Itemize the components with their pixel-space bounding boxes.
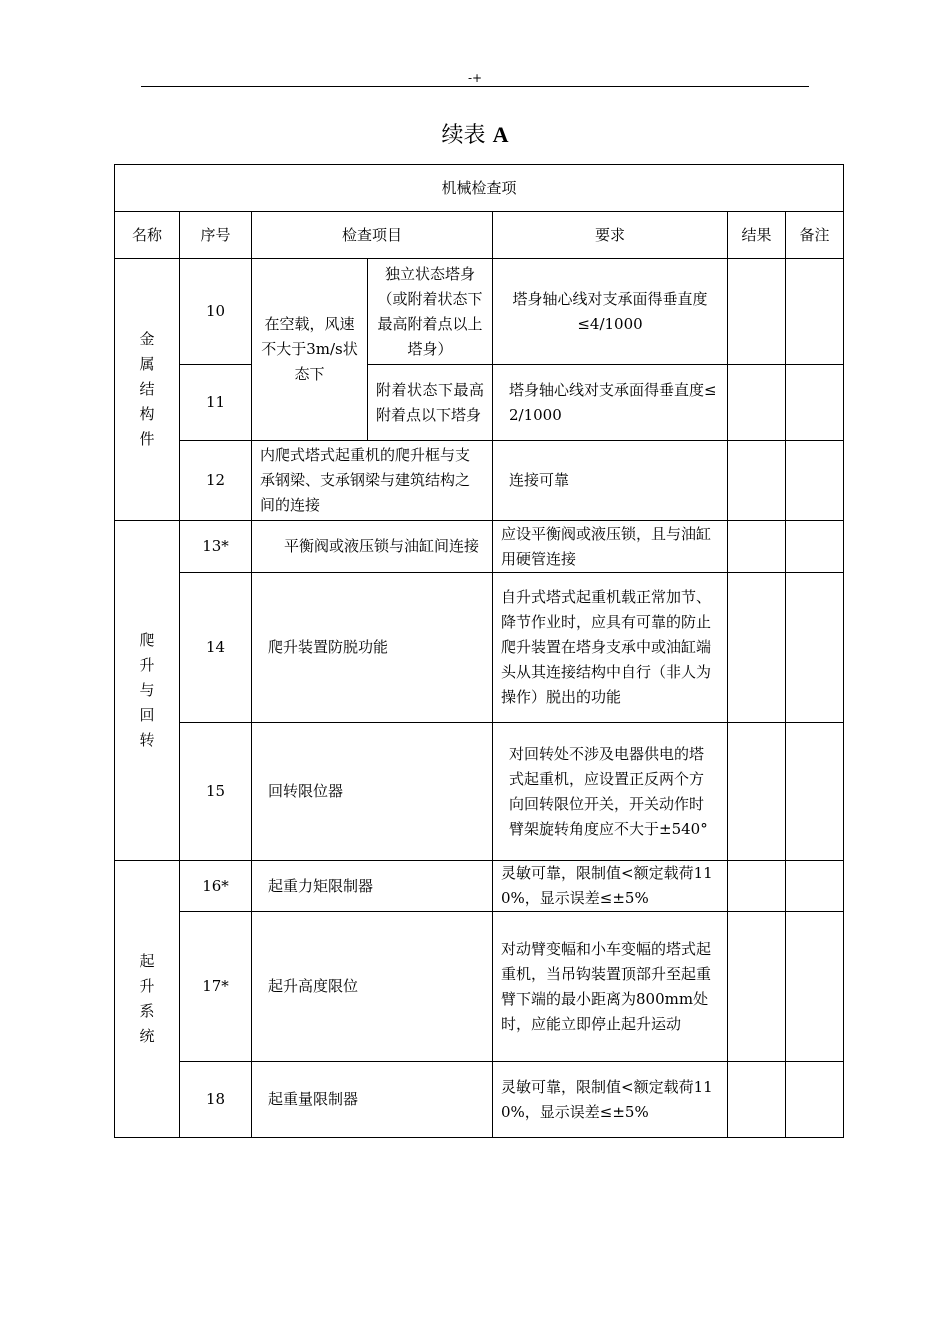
col-header-name: 名称 [115, 212, 180, 259]
result-cell [728, 259, 786, 365]
remark-cell [786, 573, 844, 723]
table-row [115, 521, 844, 573]
table-row [115, 861, 844, 912]
table-row [115, 441, 844, 521]
table-row [115, 365, 844, 441]
row-no: 12 [180, 441, 252, 521]
requirement-cell: 自升式塔式起重机载正常加节、降节作业时，应具有可靠的防止爬升装置在塔身支承中或油缸端头从其连接结构中自行（非人为操作）脱出的功能 [493, 573, 728, 723]
row-no: 17* [180, 912, 252, 1062]
remark-cell [786, 1062, 844, 1138]
page-title [0, 120, 950, 151]
col-header-remark: 备注 [786, 212, 844, 259]
item-sub-condition: 独立状态塔身（或附着状态下最高附着点以上塔身） [368, 259, 493, 365]
col-header-item: 检查项目 [252, 212, 493, 259]
item-cell: 爬升装置防脱功能 [252, 573, 493, 723]
result-cell [728, 861, 786, 912]
section-title-row [115, 165, 844, 212]
remark-cell [786, 723, 844, 861]
section-title: 机械检查项 [115, 165, 844, 212]
requirement-cell: 应设平衡阀或液压锁，且与油缸用硬管连接 [493, 521, 728, 573]
requirement-cell: 对回转处不涉及电器供电的塔式起重机，应设置正反两个方向回转限位开关，开关动作时臂架旋转角度应不大于±540° [493, 723, 728, 861]
header-row [115, 212, 844, 259]
col-header-no: 序号 [180, 212, 252, 259]
table-row [115, 259, 844, 365]
requirement-cell: 对动臂变幅和小车变幅的塔式起重机，当吊钩装置顶部升至起重臂下端的最小距离为800mm处时，应能立即停止起升运动 [493, 912, 728, 1062]
remark-cell [786, 912, 844, 1062]
row-no: 18 [180, 1062, 252, 1138]
result-cell [728, 365, 786, 441]
row-no: 13* [180, 521, 252, 573]
group-name-metal-structure: 金 属 结 构 件 [115, 259, 180, 521]
result-cell [728, 723, 786, 861]
table-row [115, 912, 844, 1062]
title-text: 续表 [441, 123, 486, 148]
result-cell [728, 441, 786, 521]
group-name-hoisting-system: 起 升 系 统 [115, 861, 180, 1138]
result-cell [728, 573, 786, 723]
item-sub-condition: 附着状态下最高附着点以下塔身 [368, 365, 493, 441]
table-row [115, 1062, 844, 1138]
item-cell: 内爬式塔式起重机的爬升框与支承钢梁、支承钢梁与建筑结构之间的连接 [252, 441, 493, 521]
remark-cell [786, 521, 844, 573]
remark-cell [786, 259, 844, 365]
col-header-result: 结果 [728, 212, 786, 259]
item-main-condition: 在空载，风速不大于3m/s状态下 [252, 259, 368, 441]
result-cell [728, 521, 786, 573]
item-cell: 平衡阀或液压锁与油缸间连接 [252, 521, 493, 573]
header-rule [141, 86, 809, 87]
table-row [115, 723, 844, 861]
item-cell: 起重量限制器 [252, 1062, 493, 1138]
result-cell [728, 912, 786, 1062]
row-no: 16* [180, 861, 252, 912]
row-no: 14 [180, 573, 252, 723]
result-cell [728, 1062, 786, 1138]
item-cell: 起重力矩限制器 [252, 861, 493, 912]
group-name-climbing-slewing: 爬 升 与 回 转 [115, 521, 180, 861]
requirement-cell: 灵敏可靠，限制值<额定载荷110%，显示误差≤±5% [493, 861, 728, 912]
row-no: 11 [180, 365, 252, 441]
inspection-table [114, 164, 844, 1138]
requirement-cell: 塔身轴心线对支承面得垂直度≤2/1000 [493, 365, 728, 441]
table-row [115, 573, 844, 723]
row-no: 10 [180, 259, 252, 365]
requirement-cell: 连接可靠 [493, 441, 728, 521]
remark-cell [786, 441, 844, 521]
col-header-requirement: 要求 [493, 212, 728, 259]
page-header-mark: -+ [467, 71, 483, 85]
requirement-cell: 灵敏可靠，限制值<额定载荷110%，显示误差≤±5% [493, 1062, 728, 1138]
row-no: 15 [180, 723, 252, 861]
remark-cell [786, 861, 844, 912]
item-cell: 起升高度限位 [252, 912, 493, 1062]
requirement-cell: 塔身轴心线对支承面得垂直度≤4/1000 [493, 259, 728, 365]
item-cell: 回转限位器 [252, 723, 493, 861]
remark-cell [786, 365, 844, 441]
title-suffix: A [492, 122, 509, 147]
